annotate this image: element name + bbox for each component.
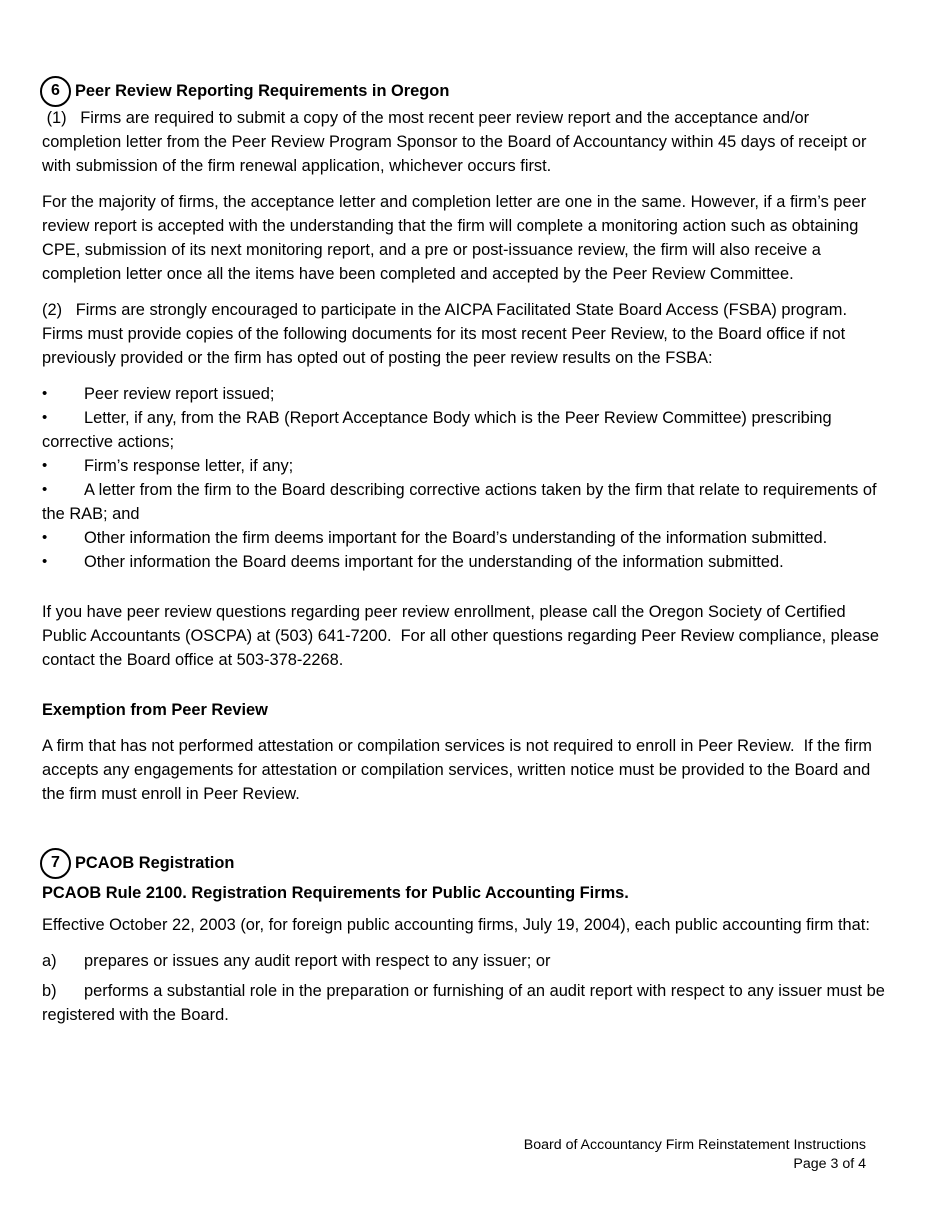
bullet-icon: • — [42, 481, 48, 498]
section-6-paragraph-1: (1) Firms are required to submit a copy of the most recent peer review report and the acceptance and/or completion letter from the Peer Review Program Sponsor to the Board of Accountancy within 45 days of receipt or with submission of the firm renewal application, whichever occurs first. — [42, 109, 872, 175]
section-7-heading — [42, 848, 887, 878]
bullet-icon: • — [42, 409, 48, 426]
footer-document-title: Board of Accountancy Firm Reinstatement Instructions — [523, 1137, 866, 1153]
bullet-icon: • — [42, 553, 48, 570]
section-6-number-badge: 6 — [40, 76, 71, 107]
list-item: • Other information the Board deems important for the understanding of the information submitted. — [42, 550, 887, 574]
footer-page-number: Page 3 of 4 — [793, 1156, 866, 1172]
list-item: • A letter from the firm to the Board describing corrective actions taken by the firm that relate to requirements of the RAB; and — [42, 478, 887, 526]
list-item: a) prepares or issues any audit report with respect to any issuer; or — [42, 949, 887, 973]
list-item: • Firm’s response letter, if any; — [42, 454, 887, 478]
bullet-icon: • — [42, 529, 48, 546]
list-item: • Letter, if any, from the RAB (Report Acceptance Body which is the Peer Review Committee) prescribing corrective actions; — [42, 406, 887, 454]
list-marker: b) — [42, 982, 57, 1000]
pcaob-criteria-list — [42, 949, 887, 1027]
document-page — [42, 76, 887, 1027]
section-6-paragraph-3: (2) Firms are strongly encouraged to participate in the AICPA Facilitated State Board Access (FSBA) program. Firms must provide copies of the following documents for its most recent Peer Review, to the Board office if not previously provided or the firm has opted out of posting the peer review results on the FSBA: — [42, 301, 857, 367]
peer-review-contact-paragraph: If you have peer review questions regarding peer review enrollment, please call the Oregon Society of Certified Public Accountants (OSCPA) at (503) 641-7200. For all other questions regarding Peer Review compliance, please contact the Board office at 503-378-2268. — [42, 603, 884, 669]
section-7-number-badge: 7 — [40, 848, 71, 879]
page-footer — [524, 1136, 866, 1174]
list-marker: a) — [42, 952, 57, 970]
required-documents-list — [42, 382, 887, 574]
list-item: • Other information the firm deems important for the Board’s understanding of the information submitted. — [42, 526, 887, 550]
list-item: b) performs a substantial role in the preparation or furnishing of an audit report with respect to any issuer must be registered with the Board. — [42, 979, 887, 1027]
section-6-heading — [42, 76, 887, 106]
pcaob-intro-paragraph: Effective October 22, 2003 (or, for foreign public accounting firms, July 19, 2004), each public accounting firm that: — [42, 916, 870, 934]
bullet-icon: • — [42, 457, 48, 474]
exemption-heading: Exemption from Peer Review — [42, 701, 268, 719]
section-7-title: PCAOB Registration — [75, 854, 235, 872]
bullet-icon: • — [42, 385, 48, 402]
list-item: • Peer review report issued; — [42, 382, 887, 406]
section-6-title: Peer Review Reporting Requirements in Oregon — [75, 82, 450, 100]
exemption-paragraph: A firm that has not performed attestation or compilation services is not required to enroll in Peer Review. If the firm accepts any engagements for attestation or compilation services, written notice must be provided to the Board and the firm must enroll in Peer Review. — [42, 737, 877, 803]
pcaob-rule-heading: PCAOB Rule 2100. Registration Requirements for Public Accounting Firms. — [42, 884, 629, 902]
section-6-paragraph-2: For the majority of firms, the acceptance letter and completion letter are one in the same. However, if a firm’s peer review report is accepted with the understanding that the firm will complete a monitoring action such as obtaining CPE, submission of its next monitoring report, and a pre or post-issuance review, the firm will also receive a completion letter once all the items have been completed and accepted by the Peer Review Committee. — [42, 193, 867, 283]
